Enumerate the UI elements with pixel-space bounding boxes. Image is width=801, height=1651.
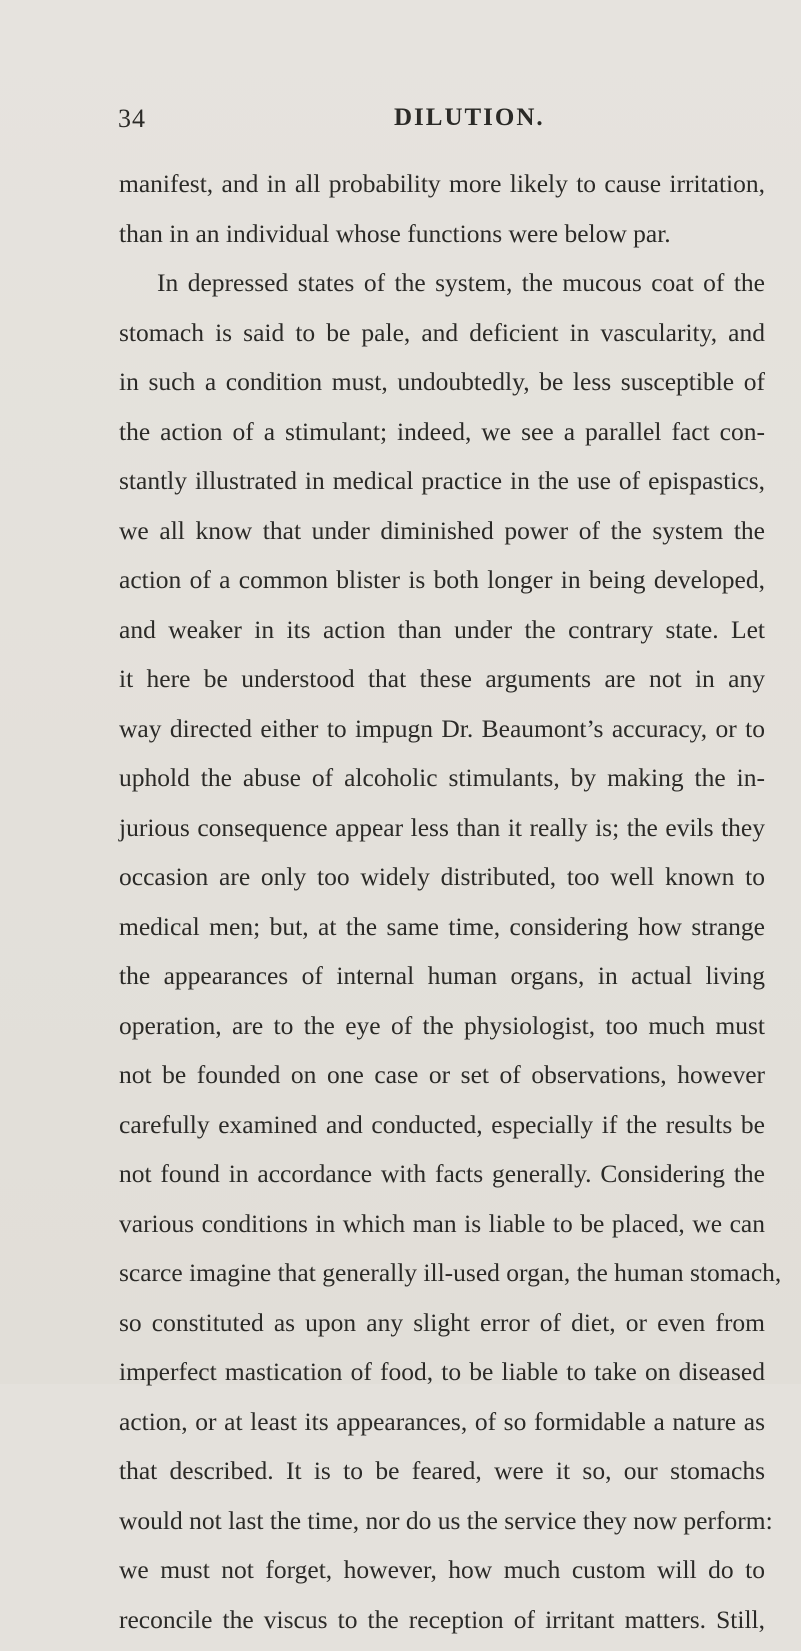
text-line: the appearances of internal human organs, in actual living xyxy=(119,958,765,1008)
text-line: way directed either to impugn Dr. Beaumont’s accuracy, or to xyxy=(119,711,765,761)
text-line: imperfect mastication of food, to be liable to take on diseased xyxy=(119,1354,765,1404)
page-header xyxy=(118,104,758,144)
page-number: 34 xyxy=(118,104,146,134)
text-line: stantly illustrated in medical practice in the use of epispastics, xyxy=(119,463,765,513)
text-line: jurious consequence appear less than it really is; the evils they xyxy=(119,810,765,860)
text-line: than in an individual whose functions were below par. xyxy=(119,216,765,266)
body-text xyxy=(119,166,765,1651)
text-line: not be founded on one case or set of observations, however xyxy=(119,1057,765,1107)
running-title: DILUTION. xyxy=(394,104,545,132)
text-line: scarce imagine that generally ill-used organ, the human stomach, xyxy=(119,1255,765,1305)
text-line: the action of a stimulant; indeed, we see a parallel fact con- xyxy=(119,414,765,464)
text-line: action of a common blister is both longer in being developed, xyxy=(119,562,765,612)
text-line: so constituted as upon any slight error of diet, or even from xyxy=(119,1305,765,1355)
text-line: it here be understood that these arguments are not in any xyxy=(119,661,765,711)
text-line: would not last the time, nor do us the service they now perform: xyxy=(119,1503,765,1553)
text-line: reconcile the viscus to the reception of irritant matters. Still, xyxy=(119,1602,765,1651)
text-line: medical men; but, at the same time, considering how strange xyxy=(119,909,765,959)
text-line: various conditions in which man is liable to be placed, we can xyxy=(119,1206,765,1256)
text-line: stomach is said to be pale, and deficient in vascularity, and xyxy=(119,315,765,365)
text-line: not found in accordance with facts generally. Considering the xyxy=(119,1156,765,1206)
text-line: In depressed states of the system, the mucous coat of the xyxy=(119,265,765,315)
text-line: we all know that under diminished power of the system the xyxy=(119,513,765,563)
text-line: occasion are only too widely distributed, too well known to xyxy=(119,859,765,909)
text-line: in such a condition must, undoubtedly, be less susceptible of xyxy=(119,364,765,414)
text-line: that described. It is to be feared, were it so, our stomachs xyxy=(119,1453,765,1503)
text-line: uphold the abuse of alcoholic stimulants, by making the in- xyxy=(119,760,765,810)
text-line: action, or at least its appearances, of so formidable a nature as xyxy=(119,1404,765,1454)
text-line: manifest, and in all probability more likely to cause irritation, xyxy=(119,166,765,216)
text-line: operation, are to the eye of the physiologist, too much must xyxy=(119,1008,765,1058)
text-line: we must not forget, however, how much custom will do to xyxy=(119,1552,765,1602)
text-line: carefully examined and conducted, especially if the results be xyxy=(119,1107,765,1157)
text-line: and weaker in its action than under the contrary state. Let xyxy=(119,612,765,662)
